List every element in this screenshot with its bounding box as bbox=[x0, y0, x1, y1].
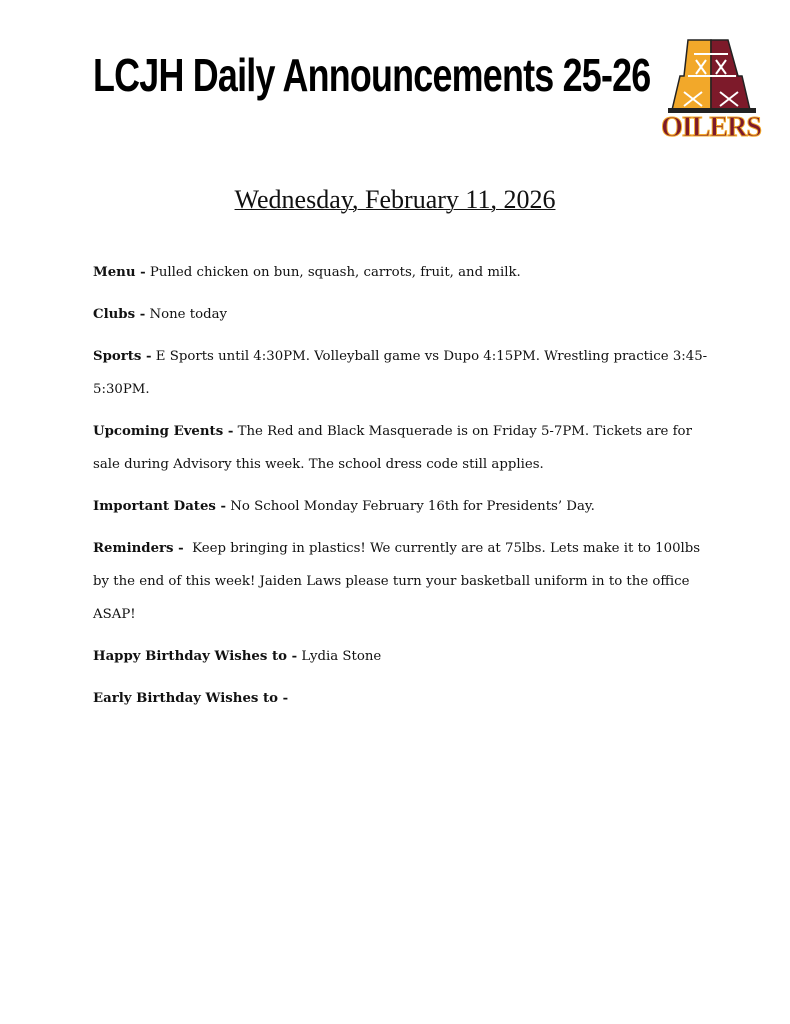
menu-label: Menu - bbox=[93, 265, 146, 280]
announcement-sports bbox=[93, 340, 713, 406]
announcement-happy-birthday bbox=[93, 640, 713, 673]
date-text: Wednesday, February 11, 2026 bbox=[234, 185, 556, 214]
important-dates-label: Important Dates - bbox=[93, 499, 227, 514]
important-dates-text: No School Monday February 16th for Presidents’ Day. bbox=[226, 499, 595, 514]
clubs-label: Clubs - bbox=[93, 307, 146, 322]
sports-label: Sports - bbox=[93, 349, 152, 364]
upcoming-events-text: The Red and Black Masquerade is on Friday 5-7PM. Tickets are for sale during Advisory this week. The school dress code still applies. bbox=[93, 424, 692, 472]
svg-text:OILERS: OILERS bbox=[661, 112, 761, 142]
happy-birthday-text: Lydia Stone bbox=[297, 649, 382, 664]
reminders-label: Reminders - bbox=[93, 541, 184, 556]
announcement-date bbox=[0, 185, 790, 215]
announcement-menu bbox=[93, 256, 713, 289]
early-birthday-label: Early Birthday Wishes to - bbox=[93, 691, 289, 706]
sports-text: E Sports until 4:30PM. Volleyball game vs Dupo 4:15PM. Wrestling practice 3:45-5:30PM. bbox=[93, 349, 708, 397]
announcement-important-dates bbox=[93, 490, 713, 523]
announcement-early-birthday bbox=[93, 682, 713, 715]
happy-birthday-label: Happy Birthday Wishes to - bbox=[93, 649, 298, 664]
reminders-text: Keep bringing in plastics! We currently are at 75lbs. Lets make it to 100lbs by the end of this week! Jaiden Laws please turn your basketball uniform in to the office ASAP! bbox=[93, 541, 705, 622]
announcement-reminders bbox=[93, 532, 713, 631]
oilers-logo bbox=[650, 36, 772, 142]
upcoming-events-label: Upcoming Events - bbox=[93, 424, 234, 439]
page-title: LCJH Daily Announcements 25-26 bbox=[93, 49, 651, 101]
announcements-list bbox=[93, 256, 713, 724]
announcement-upcoming-events bbox=[93, 415, 713, 481]
announcement-clubs bbox=[93, 298, 713, 331]
menu-text: Pulled chicken on bun, squash, carrots, fruit, and milk. bbox=[145, 265, 521, 280]
clubs-text: None today bbox=[145, 307, 228, 322]
